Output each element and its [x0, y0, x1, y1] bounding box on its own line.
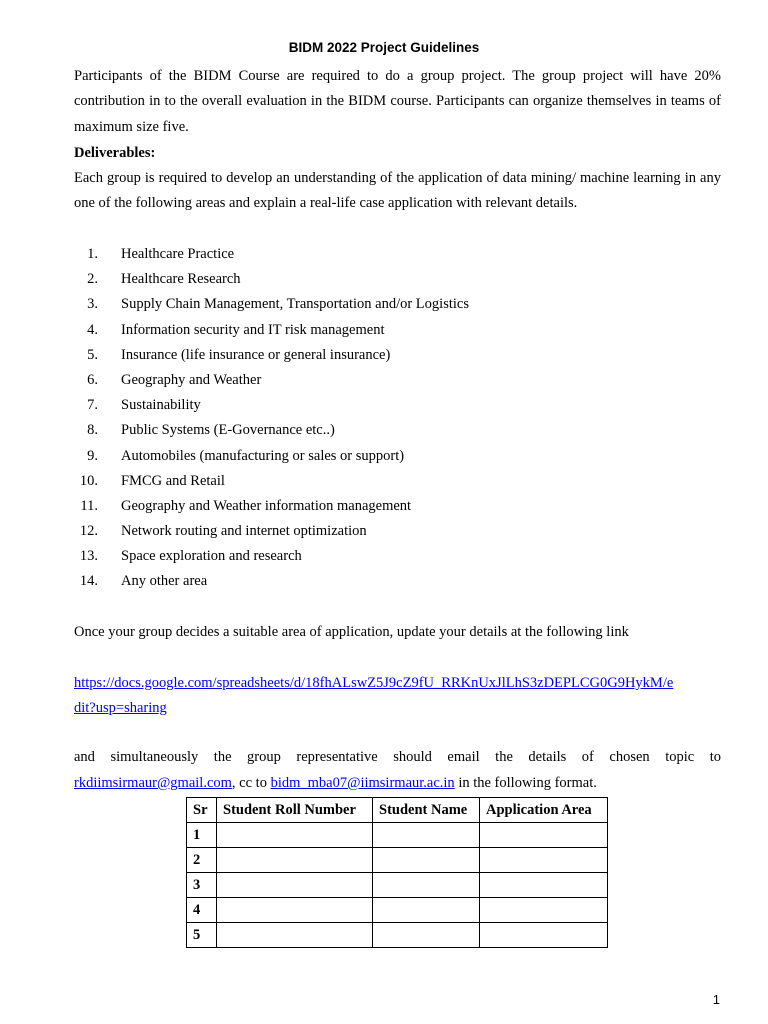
list-item: 3. Supply Chain Management, Transportation and/or Logistics — [87, 296, 469, 313]
header-application-area: Application Area — [480, 798, 608, 823]
list-item: 9. Automobiles (manufacturing or sales or support) — [87, 447, 405, 464]
page-number: 1 — [712, 992, 720, 1007]
email-instructions-line2: rkdiimsirmaur@gmail.com, cc to bidm_mba07@iimsirmaur.ac.in in the following format. — [74, 775, 597, 791]
list-item: 14. Any other area — [79, 573, 208, 590]
table-row: 2 — [187, 848, 608, 873]
table-row: 1 — [187, 823, 608, 848]
header-sr: Sr — [187, 798, 217, 823]
email-instructions: and simultaneously the group representative should email the details of chosen topic to — [74, 749, 721, 765]
email-link-primary[interactable]: rkdiimsirmaur@gmail.com — [74, 775, 232, 791]
list-item: 7. Sustainability — [87, 397, 201, 414]
update-instructions: Once your group decides a suitable area of application, update your details at the following link — [74, 624, 629, 640]
areas-list — [74, 242, 469, 595]
table-header-row — [187, 798, 608, 823]
list-item: 6. Geography and Weather — [87, 371, 262, 388]
list-item: 11. Geography and Weather information management — [80, 497, 412, 514]
list-item: 2. Healthcare Research — [87, 271, 241, 288]
table-row: 4 — [187, 898, 608, 923]
submission-format-table — [186, 797, 608, 948]
email-link-cc[interactable]: bidm_mba07@iimsirmaur.ac.in — [270, 775, 455, 791]
table-row: 3 — [187, 873, 608, 898]
deliverables-paragraph: Each group is required to develop an understanding of the application of data mining/ machine learning in any one of the following areas and explain a real-life case application with relevant details. — [74, 170, 721, 212]
list-item: 1. Healthcare Practice — [87, 246, 235, 262]
list-item: 8. Public Systems (E-Governance etc..) — [87, 422, 335, 439]
spreadsheet-link[interactable]: https://docs.google.com/spreadsheets/d/18fhALswZ5J9cZ9fU_RRKnUxJlLhS3zDEPLCG0G9HykM/e dit?usp=sharing — [74, 675, 674, 716]
header-student-name: Student Name — [373, 798, 480, 823]
intro-paragraph: Participants of the BIDM Course are required to do a group project. The group project will have 20% contribution in to the overall evaluation in the BIDM course. Participants can organize themselves in teams of maximum size five. — [74, 68, 721, 135]
list-item: 4. Information security and IT risk management — [87, 321, 385, 338]
list-item: 13. Space exploration and research — [79, 548, 302, 565]
list-item: 5. Insurance (life insurance or general insurance) — [87, 346, 391, 363]
header-roll-number: Student Roll Number — [217, 798, 373, 823]
list-item: 10. FMCG and Retail — [79, 472, 225, 489]
page-title: BIDM 2022 Project Guidelines — [288, 40, 480, 55]
table-row: 5 — [187, 923, 608, 948]
list-item: 12. Network routing and internet optimization — [79, 523, 367, 540]
spreadsheet-link-block — [74, 671, 734, 721]
deliverables-heading: Deliverables: — [74, 145, 156, 161]
